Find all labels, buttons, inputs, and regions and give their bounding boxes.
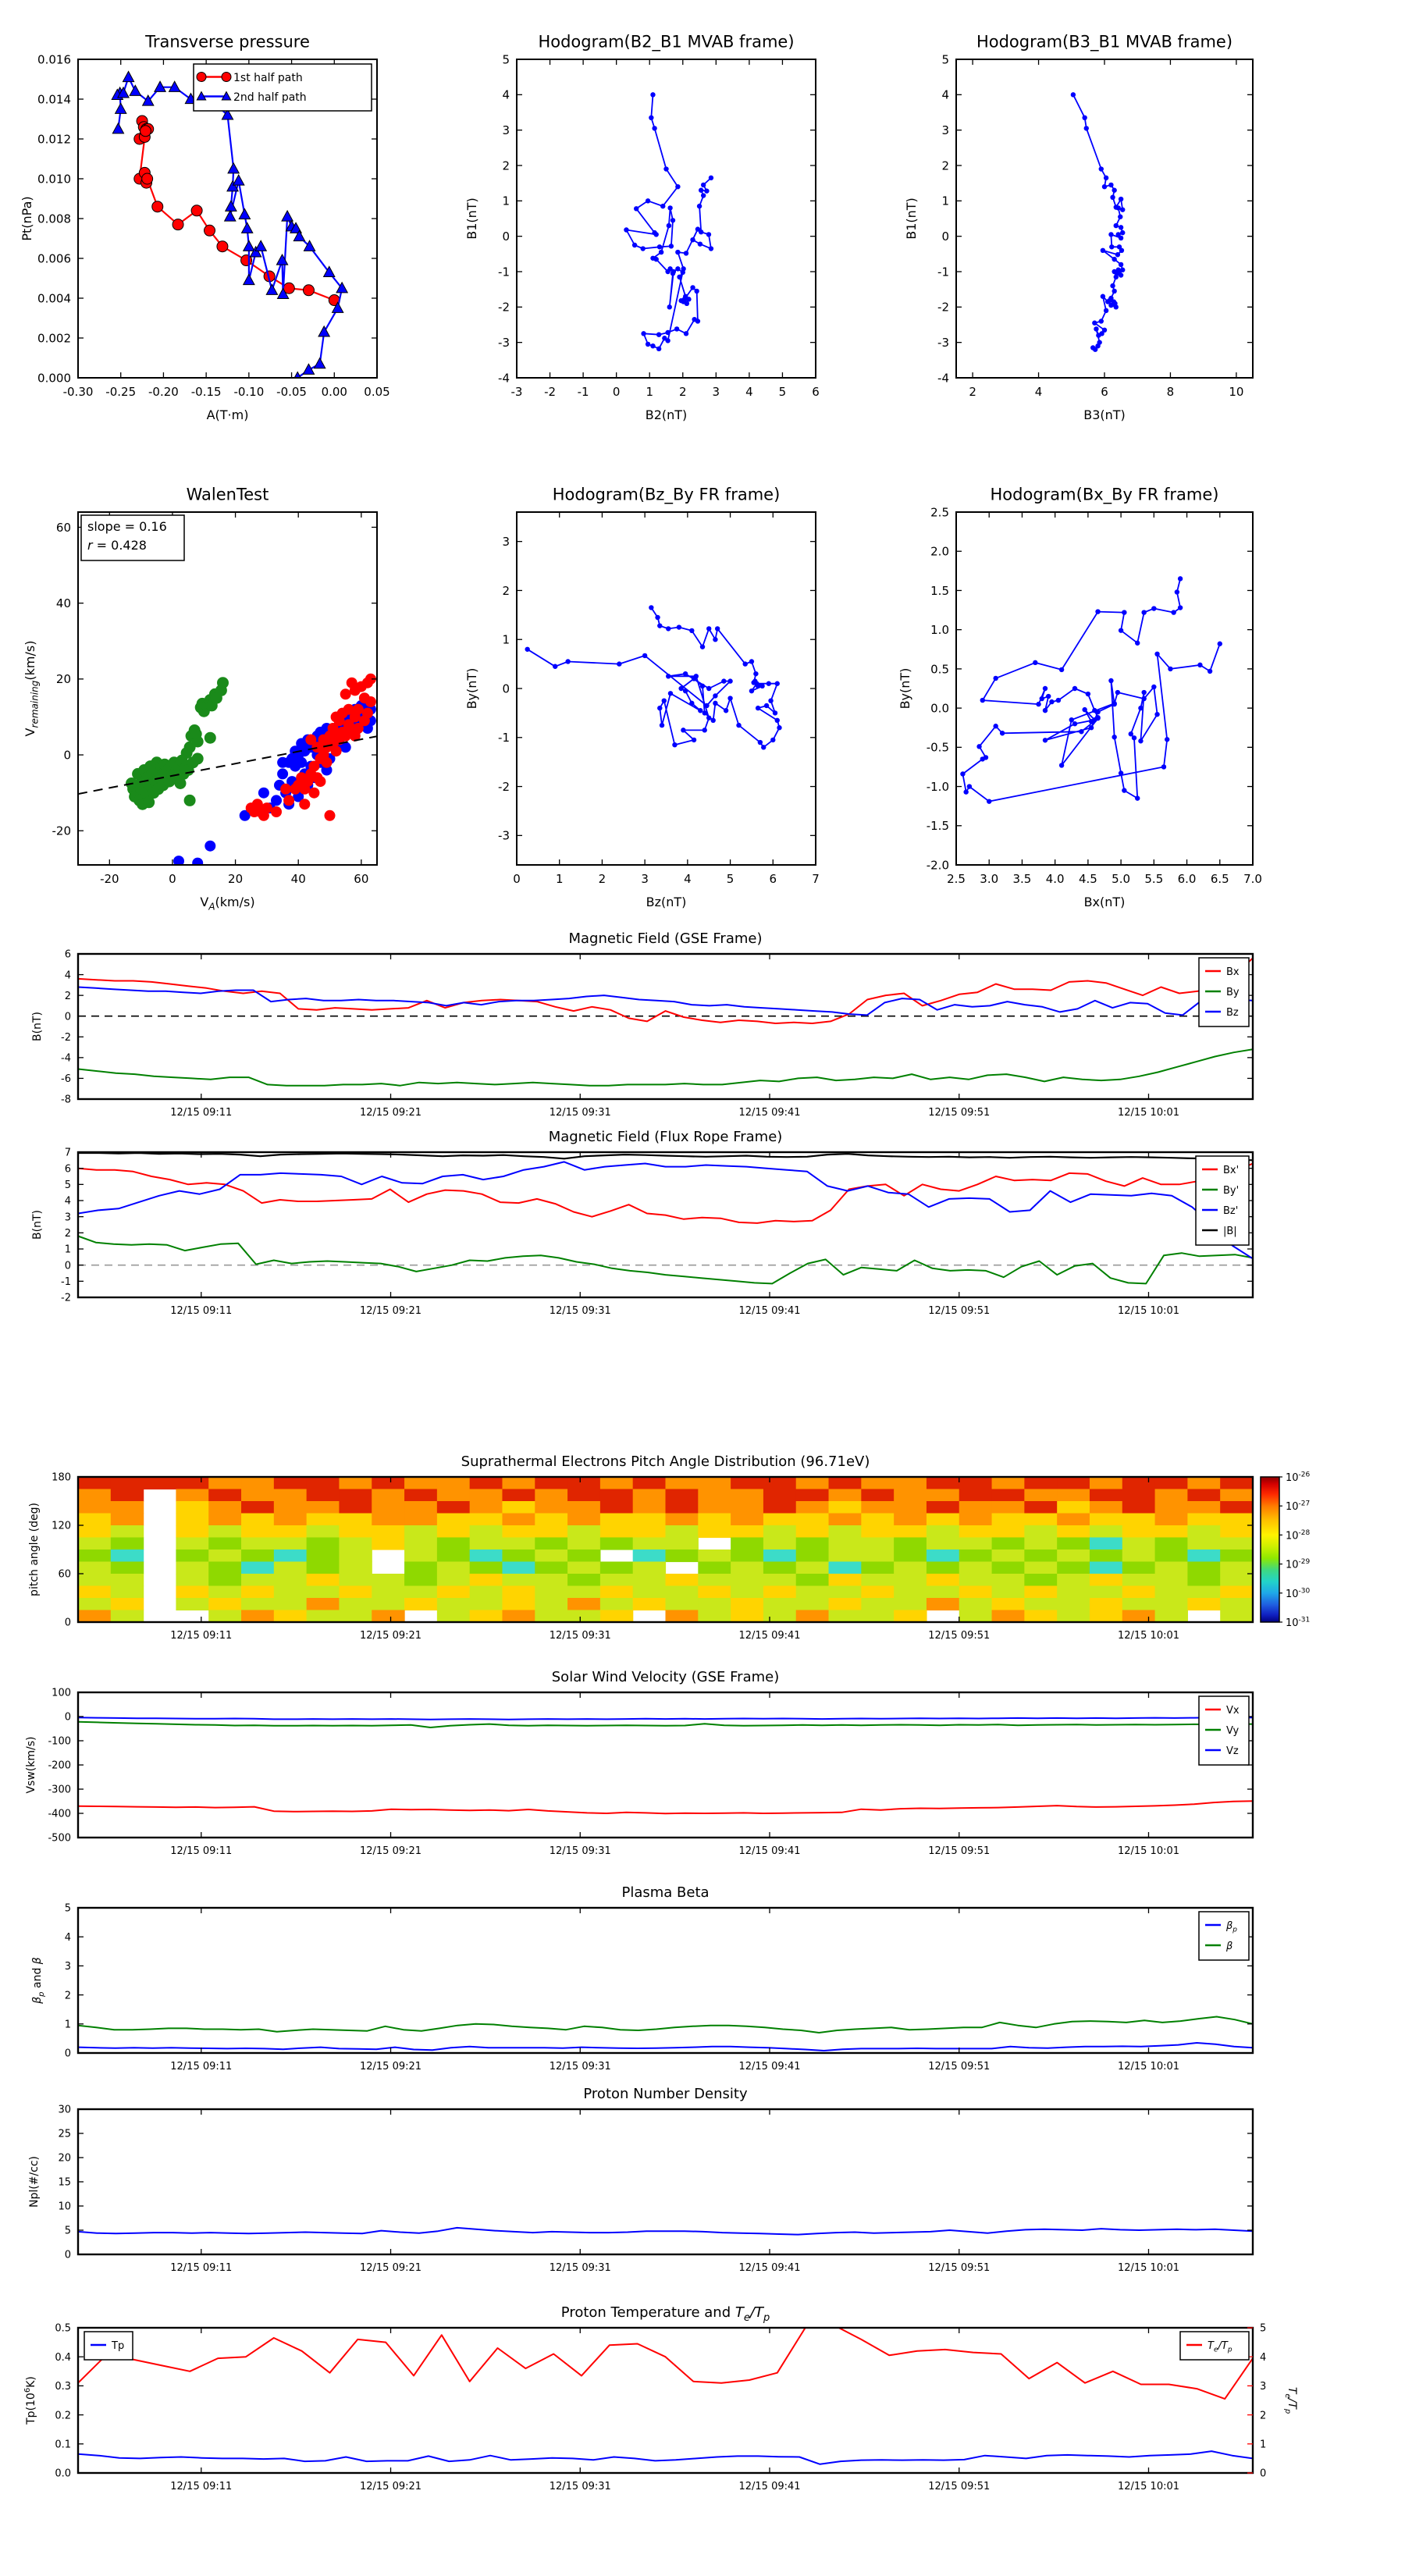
svg-text:Transverse pressure: Transverse pressure xyxy=(145,32,310,52)
svg-text:3: 3 xyxy=(502,123,510,138)
panel-hodogram-b3-b1 xyxy=(894,9,1332,456)
panel-magnetic-field-flux-rope xyxy=(0,1118,1405,1322)
chart-c6 xyxy=(894,465,1332,918)
svg-text:12/15 10:01: 12/15 10:01 xyxy=(1117,2262,1180,2274)
svg-text:7.0: 7.0 xyxy=(1243,872,1262,886)
svg-text:-2: -2 xyxy=(937,300,949,315)
svg-text:Te/Tp: $T_e/T_p$ xyxy=(1283,2386,1298,2414)
svg-text:|B|: |B| xyxy=(1223,1225,1237,1237)
svg-text:12/15 09:11: 12/15 09:11 xyxy=(170,1845,233,1857)
svg-text:12/15 09:41: 12/15 09:41 xyxy=(738,1845,801,1857)
svg-text:12/15 10:01: 12/15 10:01 xyxy=(1117,1305,1180,1317)
svg-text:0: 0 xyxy=(612,385,621,399)
svg-text:Tp(106K): $Tp(10^6K)$ xyxy=(23,2376,37,2425)
svg-text:Hodogram(Bz_By FR frame): Hodogram(Bz_By FR frame) xyxy=(552,485,781,504)
svg-text:0.4: 0.4 xyxy=(55,2351,71,2364)
svg-text:-0.15: -0.15 xyxy=(190,385,222,399)
svg-text:0: 0 xyxy=(64,2249,71,2261)
svg-text:4: 4 xyxy=(64,1195,71,1208)
svg-text:Bx: Bx xyxy=(1226,966,1240,978)
svg-text:4: 4 xyxy=(1034,385,1043,399)
svg-text:slope = 0.16: slope = 0.16 xyxy=(87,519,167,534)
svg-text:1: 1 xyxy=(64,2019,71,2031)
svg-text:10-31: $10^{-31}$ xyxy=(1286,1616,1311,1629)
svg-text:12/15 09:21: 12/15 09:21 xyxy=(359,1107,422,1119)
svg-text:3: 3 xyxy=(1260,2381,1267,2393)
svg-text:12/15 09:11: 12/15 09:11 xyxy=(170,2061,233,2073)
svg-text:5: 5 xyxy=(941,52,949,67)
svg-text:6: 6 xyxy=(812,385,820,399)
svg-text:1: 1 xyxy=(646,385,653,399)
svg-text:10-28: $10^{-28}$ xyxy=(1286,1528,1311,1542)
svg-text:2: 2 xyxy=(679,385,687,399)
svg-text:0.016: 0.016 xyxy=(37,52,71,67)
svg-text:2.0: 2.0 xyxy=(930,544,949,559)
svg-text:2: 2 xyxy=(1260,2410,1267,2422)
svg-text:Bz: Bz xyxy=(1226,1006,1239,1019)
svg-text:B(nT): B(nT) xyxy=(31,1210,44,1240)
svg-text:12/15 09:51: 12/15 09:51 xyxy=(928,2262,991,2274)
svg-text:Proton Temperature and Te/Tp: Proton Temperature and $T_e/T_p$ xyxy=(560,2304,770,2324)
svg-text:By(nT): By(nT) xyxy=(898,667,912,710)
svg-text:VA(km/s): $V_A(km/s)$ xyxy=(200,895,255,913)
svg-text:0.1: 0.1 xyxy=(55,2439,71,2451)
svg-text:12/15 09:31: 12/15 09:31 xyxy=(549,1107,611,1119)
svg-text:-3: -3 xyxy=(498,828,510,843)
svg-text:1: 1 xyxy=(1260,2439,1267,2451)
svg-text:0.0: 0.0 xyxy=(55,2467,71,2480)
svg-text:12/15 09:31: 12/15 09:31 xyxy=(549,2262,611,2274)
svg-text:6.0: 6.0 xyxy=(1177,872,1197,886)
svg-text:Suprathermal Electrons Pitch A: Suprathermal Electrons Pitch Angle Distribution (96.71eV) xyxy=(461,1453,870,1470)
svg-text:1.0: 1.0 xyxy=(930,623,949,638)
svg-text:Hodogram(B3_B1 MVAB frame): Hodogram(B3_B1 MVAB frame) xyxy=(976,32,1233,52)
svg-text:12/15 09:51: 12/15 09:51 xyxy=(928,2481,991,2492)
svg-text:Hodogram(B2_B1 MVAB frame): Hodogram(B2_B1 MVAB frame) xyxy=(538,32,795,52)
svg-text:-2.0: -2.0 xyxy=(926,858,949,873)
svg-text:40: 40 xyxy=(55,596,71,611)
svg-text:25: 25 xyxy=(58,2128,71,2140)
svg-text:0: 0 xyxy=(169,872,176,886)
svg-text:0: 0 xyxy=(63,748,71,763)
svg-text:-6: -6 xyxy=(61,1073,71,1086)
svg-text:0.008: 0.008 xyxy=(37,212,71,226)
svg-text:Bx(nT): Bx(nT) xyxy=(1083,895,1126,909)
svg-text:4: 4 xyxy=(745,385,753,399)
svg-text:Pt(nPa): Pt(nPa) xyxy=(20,196,34,241)
svg-text:10-26: $10^{-26}$ xyxy=(1286,1471,1311,1484)
svg-text:-0.20: -0.20 xyxy=(148,385,179,399)
svg-text:0.0: 0.0 xyxy=(930,701,949,716)
svg-text:0: 0 xyxy=(941,229,949,244)
svg-text:4: 4 xyxy=(502,87,510,102)
svg-text:βp: $\beta_p$ xyxy=(1226,1920,1238,1934)
svg-text:60: 60 xyxy=(55,520,71,535)
chart-c12 xyxy=(0,2075,1405,2279)
svg-text:5.0: 5.0 xyxy=(1112,872,1131,886)
chart-c11 xyxy=(0,1873,1405,2078)
svg-text:-8: -8 xyxy=(61,1094,71,1106)
svg-text:-20: -20 xyxy=(100,872,119,886)
svg-text:-200: -200 xyxy=(48,1759,71,1772)
svg-text:-2: -2 xyxy=(61,1292,71,1304)
svg-text:Vsw(km/s): Vsw(km/s) xyxy=(25,1736,37,1794)
chart-c2 xyxy=(454,9,893,456)
svg-text:0.2: 0.2 xyxy=(55,2410,71,2422)
svg-text:10-29: $10^{-29}$ xyxy=(1286,1558,1311,1571)
svg-text:12/15 09:31: 12/15 09:31 xyxy=(549,1305,611,1317)
chart-c4 xyxy=(16,465,454,918)
svg-text:12/15 10:01: 12/15 10:01 xyxy=(1117,1845,1180,1857)
svg-text:2: 2 xyxy=(598,872,606,886)
panel-hodogram-bz-by xyxy=(454,465,893,918)
svg-text:-3: -3 xyxy=(937,336,949,350)
svg-text:12/15 09:21: 12/15 09:21 xyxy=(359,2262,422,2274)
panel-magnetic-field-gse xyxy=(0,920,1405,1124)
svg-text:12/15 09:31: 12/15 09:31 xyxy=(549,1845,611,1857)
svg-text:Proton Number Density: Proton Number Density xyxy=(583,2086,748,2102)
chart-c8 xyxy=(0,1118,1405,1322)
svg-text:5: 5 xyxy=(64,2225,71,2237)
svg-text:12/15 09:51: 12/15 09:51 xyxy=(928,1107,991,1119)
svg-text:10: 10 xyxy=(58,2201,71,2213)
svg-text:r = 0.428: r = 0.428 xyxy=(87,538,147,553)
svg-text:12/15 09:41: 12/15 09:41 xyxy=(738,1630,801,1642)
svg-text:0.004: 0.004 xyxy=(37,291,71,306)
svg-text:12/15 09:21: 12/15 09:21 xyxy=(359,2061,422,2073)
svg-text:12/15 09:21: 12/15 09:21 xyxy=(359,1305,422,1317)
svg-text:12/15 09:31: 12/15 09:31 xyxy=(549,2061,611,2073)
svg-text:3: 3 xyxy=(502,535,510,550)
svg-text:5: 5 xyxy=(64,1179,71,1192)
svg-text:12/15 09:31: 12/15 09:31 xyxy=(549,1630,611,1642)
svg-text:Solar Wind Velocity (GSE Frame: Solar Wind Velocity (GSE Frame) xyxy=(551,1669,780,1685)
svg-text:12/15 09:51: 12/15 09:51 xyxy=(928,2061,991,2073)
svg-text:12/15 09:31: 12/15 09:31 xyxy=(549,2481,611,2492)
panel-plasma-beta xyxy=(0,1873,1405,2078)
svg-text:100: 100 xyxy=(52,1687,71,1699)
svg-text:-500: -500 xyxy=(48,1832,71,1845)
panel-hodogram-bx-by xyxy=(894,465,1332,918)
svg-text:0.014: 0.014 xyxy=(37,92,71,107)
svg-text:6: 6 xyxy=(769,872,777,886)
svg-text:1st half path: 1st half path xyxy=(233,71,303,84)
svg-text:2: 2 xyxy=(969,385,976,399)
svg-text:-1: -1 xyxy=(61,1276,71,1289)
svg-text:0: 0 xyxy=(502,229,510,244)
panel-transverse-pressure xyxy=(16,9,454,456)
svg-text:4: 4 xyxy=(1260,2351,1267,2364)
svg-text:2.5: 2.5 xyxy=(930,505,949,520)
chart-c10 xyxy=(0,1658,1405,1863)
svg-text:1: 1 xyxy=(555,872,564,886)
svg-text:B1(nT): B1(nT) xyxy=(464,197,479,240)
svg-text:5: 5 xyxy=(64,1902,71,1915)
svg-text:1: 1 xyxy=(502,632,510,647)
svg-text:12/15 09:21: 12/15 09:21 xyxy=(359,1630,422,1642)
chart-c13 xyxy=(0,2293,1405,2514)
svg-text:By: By xyxy=(1226,986,1240,998)
svg-text:12/15 09:21: 12/15 09:21 xyxy=(359,1845,422,1857)
svg-text:-0.25: -0.25 xyxy=(105,385,137,399)
svg-text:0.002: 0.002 xyxy=(37,331,71,346)
svg-text:2nd half path: 2nd half path xyxy=(233,91,307,104)
svg-text:0: 0 xyxy=(64,1260,71,1272)
panel-solar-wind-velocity xyxy=(0,1658,1405,1863)
svg-text:3.5: 3.5 xyxy=(1012,872,1032,886)
svg-text:Bx': Bx' xyxy=(1223,1164,1240,1176)
svg-text:12/15 09:51: 12/15 09:51 xyxy=(928,1630,991,1642)
svg-text:5: 5 xyxy=(778,385,787,399)
svg-text:-0.05: -0.05 xyxy=(276,385,307,399)
svg-text:Vremaining(km/s): $V_{remaining}(km/s)$ xyxy=(23,640,41,737)
svg-text:-1.0: -1.0 xyxy=(926,779,949,794)
svg-text:-3: -3 xyxy=(498,336,510,350)
svg-text:0.5: 0.5 xyxy=(55,2322,71,2335)
svg-text:WalenTest: WalenTest xyxy=(186,485,269,504)
svg-text:2: 2 xyxy=(502,158,510,173)
svg-text:-1.5: -1.5 xyxy=(926,819,949,834)
svg-text:2: 2 xyxy=(64,1990,71,2002)
panel-hodogram-b2-b1 xyxy=(454,9,893,456)
svg-text:3: 3 xyxy=(64,1212,71,1224)
svg-text:-2: -2 xyxy=(61,1031,71,1044)
svg-text:7: 7 xyxy=(64,1147,71,1159)
svg-text:12/15 09:41: 12/15 09:41 xyxy=(738,1107,801,1119)
svg-text:Bz(nT): Bz(nT) xyxy=(646,895,687,909)
svg-text:6: 6 xyxy=(1101,385,1108,399)
svg-text:-0.10: -0.10 xyxy=(233,385,265,399)
svg-text:12/15 09:11: 12/15 09:11 xyxy=(170,2481,233,2492)
svg-text:12/15 09:41: 12/15 09:41 xyxy=(738,2481,801,2492)
svg-text:2: 2 xyxy=(64,990,71,1002)
svg-text:3: 3 xyxy=(64,1961,71,1973)
svg-text:0.012: 0.012 xyxy=(37,132,71,147)
svg-text:A(T·m): A(T·m) xyxy=(206,407,249,422)
svg-text:4.5: 4.5 xyxy=(1078,872,1097,886)
svg-text:-20: -20 xyxy=(52,824,71,838)
svg-text:10-30: $10^{-30}$ xyxy=(1286,1587,1311,1600)
svg-text:-0.30: -0.30 xyxy=(62,385,94,399)
svg-text:1: 1 xyxy=(502,194,510,208)
svg-text:2: 2 xyxy=(64,1228,71,1240)
svg-text:2: 2 xyxy=(941,158,949,173)
panel-proton-temperature xyxy=(0,2293,1405,2514)
svg-text:20: 20 xyxy=(228,872,244,886)
svg-text:0.000: 0.000 xyxy=(37,371,71,386)
svg-text:0.006: 0.006 xyxy=(37,251,71,266)
svg-text:By(nT): By(nT) xyxy=(464,667,479,710)
svg-text:0: 0 xyxy=(64,1011,71,1023)
svg-text:3: 3 xyxy=(941,123,949,138)
svg-text:B1(nT): B1(nT) xyxy=(904,197,919,240)
svg-text:Vy: Vy xyxy=(1226,1724,1240,1737)
svg-text:-4: -4 xyxy=(937,371,949,386)
svg-text:6: 6 xyxy=(64,948,71,961)
svg-text:-300: -300 xyxy=(48,1784,71,1796)
svg-text:12/15 09:51: 12/15 09:51 xyxy=(928,1845,991,1857)
svg-text:12/15 10:01: 12/15 10:01 xyxy=(1117,1630,1180,1642)
svg-text:0.05: 0.05 xyxy=(364,385,390,399)
svg-text:Hodogram(Bx_By FR frame): Hodogram(Bx_By FR frame) xyxy=(990,485,1219,504)
svg-text:Vx: Vx xyxy=(1226,1704,1240,1717)
svg-text:0.010: 0.010 xyxy=(37,172,71,187)
svg-text:5: 5 xyxy=(726,872,735,886)
svg-text:2.5: 2.5 xyxy=(947,872,966,886)
svg-text:0: 0 xyxy=(64,2048,71,2060)
svg-text:12/15 10:01: 12/15 10:01 xyxy=(1117,2061,1180,2073)
svg-text:0: 0 xyxy=(64,1617,71,1629)
svg-text:-2: -2 xyxy=(498,779,510,794)
chart-c7 xyxy=(0,920,1405,1124)
svg-text:pitch angle (deg): pitch angle (deg) xyxy=(28,1503,41,1596)
svg-text:0.3: 0.3 xyxy=(55,2381,71,2393)
svg-text:Npl(#/cc): Npl(#/cc) xyxy=(28,2155,41,2208)
svg-text:-0.5: -0.5 xyxy=(926,740,949,755)
svg-text:12/15 09:11: 12/15 09:11 xyxy=(170,1305,233,1317)
svg-text:20: 20 xyxy=(58,2152,71,2165)
svg-text:-400: -400 xyxy=(48,1808,71,1820)
svg-text:40: 40 xyxy=(290,872,306,886)
svg-text:12/15 09:11: 12/15 09:11 xyxy=(170,1630,233,1642)
svg-text:5: 5 xyxy=(502,52,510,67)
svg-text:12/15 10:01: 12/15 10:01 xyxy=(1117,2481,1180,2492)
svg-text:4.0: 4.0 xyxy=(1045,872,1065,886)
svg-text:4: 4 xyxy=(684,872,692,886)
svg-text:Plasma Beta: Plasma Beta xyxy=(621,1884,710,1901)
svg-text:120: 120 xyxy=(52,1520,71,1532)
svg-text:-1: -1 xyxy=(937,265,949,279)
svg-text:Magnetic Field (Flux Rope Fram: Magnetic Field (Flux Rope Frame) xyxy=(548,1129,783,1145)
svg-text:-1: -1 xyxy=(577,385,589,399)
svg-text:-4: -4 xyxy=(61,1052,71,1065)
svg-text:12/15 09:11: 12/15 09:11 xyxy=(170,1107,233,1119)
svg-text:0.5: 0.5 xyxy=(930,662,949,677)
svg-text:8: 8 xyxy=(1166,385,1175,399)
svg-text:12/15 09:41: 12/15 09:41 xyxy=(738,2262,801,2274)
svg-text:3: 3 xyxy=(641,872,649,886)
svg-text:12/15 09:21: 12/15 09:21 xyxy=(359,2481,422,2492)
svg-text:Tp: Tp xyxy=(112,2339,125,2352)
svg-text:15: 15 xyxy=(58,2176,71,2189)
panel-proton-density xyxy=(0,2075,1405,2279)
svg-text:0: 0 xyxy=(64,1711,71,1724)
svg-text:12/15 09:41: 12/15 09:41 xyxy=(738,1305,801,1317)
svg-text:Magnetic Field (GSE Frame): Magnetic Field (GSE Frame) xyxy=(568,930,763,947)
panel-electron-pitch-angle xyxy=(0,1443,1405,1647)
svg-text:60: 60 xyxy=(354,872,369,886)
svg-text:4: 4 xyxy=(64,1931,71,1944)
svg-text:B(nT): B(nT) xyxy=(31,1012,44,1041)
svg-text:10: 10 xyxy=(1229,385,1244,399)
svg-text:3.0: 3.0 xyxy=(980,872,999,886)
svg-text:4: 4 xyxy=(64,970,71,982)
chart-c1 xyxy=(16,9,454,456)
svg-text:12/15 09:41: 12/15 09:41 xyxy=(738,2061,801,2073)
svg-text:10-27: $10^{-27}$ xyxy=(1286,1500,1311,1514)
svg-text:B3(nT): B3(nT) xyxy=(1083,407,1126,422)
svg-text:-2: -2 xyxy=(498,300,510,315)
svg-text:-100: -100 xyxy=(48,1735,71,1748)
svg-text:5.5: 5.5 xyxy=(1144,872,1164,886)
svg-text:0: 0 xyxy=(1260,2467,1267,2480)
svg-text:12/15 09:51: 12/15 09:51 xyxy=(928,1305,991,1317)
svg-text:0: 0 xyxy=(513,872,521,886)
svg-text:12/15 10:01: 12/15 10:01 xyxy=(1117,1107,1180,1119)
svg-text:20: 20 xyxy=(55,672,71,687)
svg-text:βp and β: $\beta_p$ and β xyxy=(31,1957,46,2004)
svg-text:5: 5 xyxy=(1260,2322,1267,2335)
svg-text:1: 1 xyxy=(64,1244,71,1256)
svg-text:0.00: 0.00 xyxy=(321,385,347,399)
svg-text:2: 2 xyxy=(502,583,510,598)
svg-text:6: 6 xyxy=(64,1163,71,1176)
svg-text:4: 4 xyxy=(941,87,949,102)
svg-text:6.5: 6.5 xyxy=(1210,872,1229,886)
svg-text:-4: -4 xyxy=(498,371,510,386)
svg-text:β: β xyxy=(1226,1940,1233,1952)
svg-text:30: 30 xyxy=(58,2104,71,2116)
svg-text:1.5: 1.5 xyxy=(930,583,949,598)
svg-text:-1: -1 xyxy=(498,731,510,745)
svg-text:-2: -2 xyxy=(544,385,557,399)
svg-text:Bz': Bz' xyxy=(1223,1204,1239,1217)
svg-text:12/15 09:11: 12/15 09:11 xyxy=(170,2262,233,2274)
chart-c5 xyxy=(454,465,893,918)
svg-text:Vz: Vz xyxy=(1226,1745,1239,1757)
chart-c9 xyxy=(0,1443,1405,1647)
svg-text:Te/Tp: $T_e/T_p$ xyxy=(1208,2339,1232,2354)
chart-c3 xyxy=(894,9,1332,456)
svg-text:0: 0 xyxy=(502,681,510,696)
svg-text:-3: -3 xyxy=(510,385,523,399)
svg-text:60: 60 xyxy=(58,1568,71,1581)
svg-text:1: 1 xyxy=(941,194,949,208)
svg-text:By': By' xyxy=(1223,1184,1240,1197)
panel-walen-test xyxy=(16,465,454,918)
svg-text:-1: -1 xyxy=(498,265,510,279)
svg-text:B2(nT): B2(nT) xyxy=(645,407,688,422)
svg-text:3: 3 xyxy=(712,385,720,399)
svg-text:180: 180 xyxy=(52,1471,71,1484)
svg-text:7: 7 xyxy=(812,872,820,886)
